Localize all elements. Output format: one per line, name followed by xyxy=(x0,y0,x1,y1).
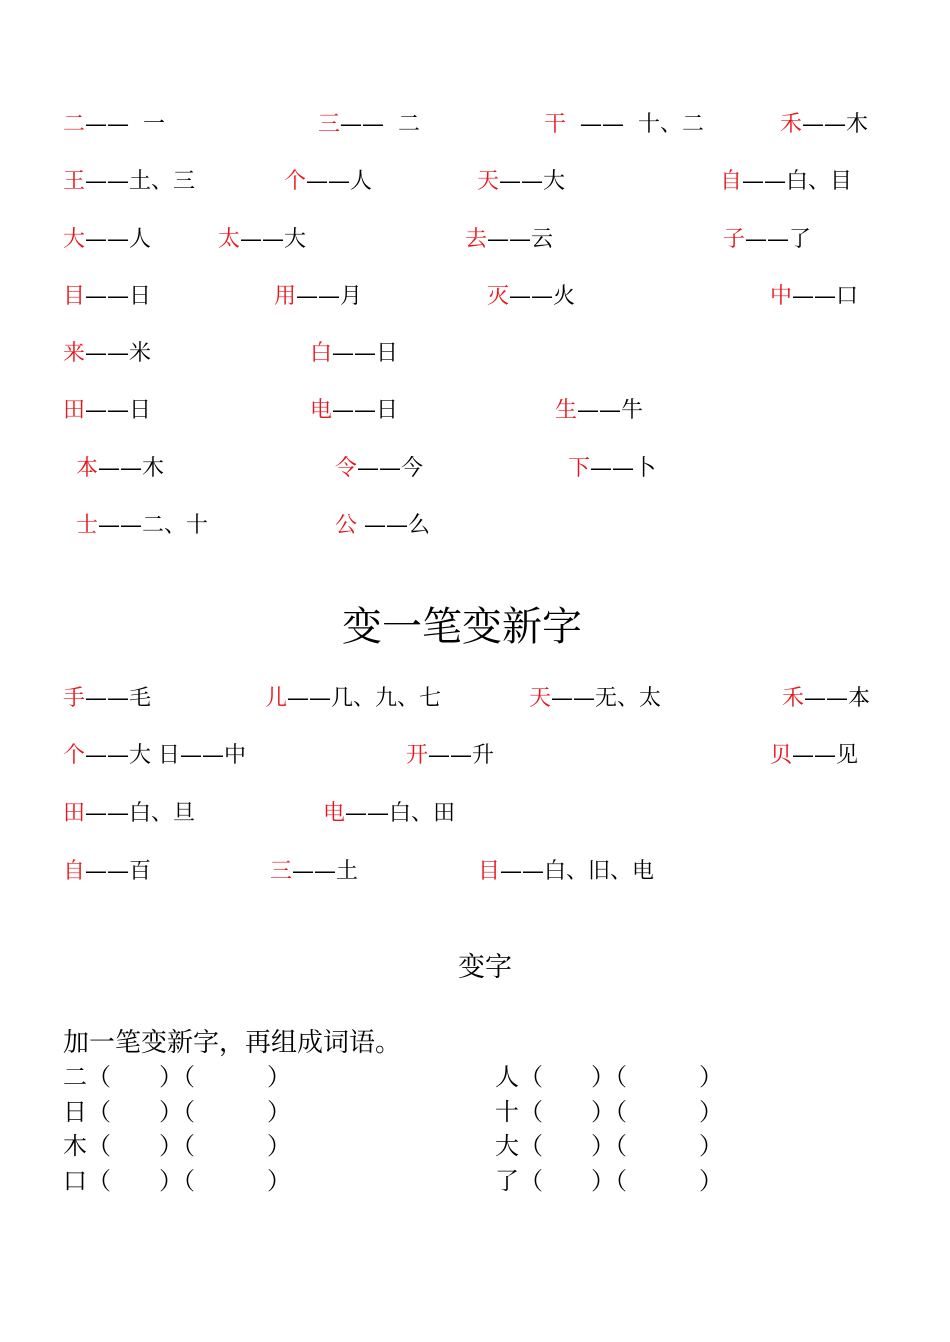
char-pair xyxy=(63,857,151,887)
derived-chars: ——大 日——中 xyxy=(85,743,247,768)
derived-chars: ——无、太 xyxy=(551,686,662,711)
source-char: 禾 xyxy=(780,112,803,137)
derived-chars: ——了 xyxy=(745,227,812,252)
source-char: 自 xyxy=(720,169,743,194)
derived-chars: ——土 xyxy=(292,859,359,884)
derived-chars: ——几、九、七 xyxy=(287,686,442,711)
exercise-line: 口（ ）（ ） xyxy=(63,1167,291,1195)
source-char: 生 xyxy=(555,398,578,423)
source-char: 禾 xyxy=(782,686,805,711)
derived-chars: ——米 xyxy=(85,341,152,366)
source-char: 开 xyxy=(406,743,429,768)
derived-chars: ——土、三 xyxy=(85,169,196,194)
char-pair xyxy=(723,225,811,255)
char-pair xyxy=(529,684,661,714)
source-char: 目 xyxy=(478,859,501,884)
char-pair xyxy=(63,110,165,140)
exercise-line: 了（ ）（ ） xyxy=(495,1167,723,1195)
char-pair xyxy=(265,684,441,714)
char-pair xyxy=(770,741,858,771)
derived-chars: ——日 xyxy=(85,284,152,309)
derived-chars: ——白、旦 xyxy=(85,801,196,826)
source-char: 贝 xyxy=(770,743,793,768)
char-pair xyxy=(780,110,868,140)
derived-chars: ——人 xyxy=(85,227,152,252)
derived-chars: —— 一 xyxy=(85,112,166,137)
section-title: 变一笔变新字 xyxy=(342,604,582,650)
instruction-text: 加一笔变新字，再组成词语。 xyxy=(63,1028,402,1058)
derived-chars: ——木 xyxy=(98,456,165,481)
source-char: 田 xyxy=(63,398,86,423)
char-pair xyxy=(323,799,455,829)
char-pair xyxy=(63,225,151,255)
source-char: 士 xyxy=(76,513,99,538)
char-pair xyxy=(63,167,195,197)
char-pair xyxy=(487,282,575,312)
char-pair xyxy=(63,282,151,312)
source-char: 去 xyxy=(465,227,488,252)
char-pair xyxy=(465,225,553,255)
exercise-line: 二（ ）（ ） xyxy=(63,1063,291,1091)
char-pair xyxy=(310,396,398,426)
source-char: 大 xyxy=(63,227,86,252)
source-char: 来 xyxy=(63,341,86,366)
derived-chars: ——日 xyxy=(332,341,399,366)
source-char: 三 xyxy=(318,112,341,137)
derived-chars: —— 十、二 xyxy=(566,112,704,137)
source-char: 自 xyxy=(63,859,86,884)
derived-chars: ——牛 xyxy=(577,398,644,423)
derived-chars: ——火 xyxy=(509,284,576,309)
derived-chars: ——口 xyxy=(792,284,859,309)
char-pair xyxy=(63,396,151,426)
derived-chars: ——白、目 xyxy=(742,169,853,194)
exercise-line: 日（ ）（ ） xyxy=(63,1098,291,1126)
char-pair xyxy=(270,857,358,887)
derived-chars: ——白、旧、电 xyxy=(500,859,655,884)
char-pair xyxy=(274,282,362,312)
derived-chars: ——日 xyxy=(332,398,399,423)
char-pair xyxy=(770,282,858,312)
char-pair xyxy=(720,167,852,197)
source-char: 灭 xyxy=(487,284,510,309)
source-char: 下 xyxy=(568,456,591,481)
source-char: 电 xyxy=(310,398,333,423)
char-pair xyxy=(63,339,151,369)
source-char: 中 xyxy=(770,284,793,309)
source-char: 公 xyxy=(335,513,358,538)
derived-chars: ——本 xyxy=(804,686,871,711)
source-char: 儿 xyxy=(265,686,288,711)
char-pair xyxy=(76,454,164,484)
char-pair xyxy=(318,110,420,140)
source-char: 个 xyxy=(284,169,307,194)
source-char: 干 xyxy=(544,112,567,137)
derived-chars: ——见 xyxy=(792,743,859,768)
derived-chars: ——木 xyxy=(802,112,869,137)
derived-chars: ——日 xyxy=(85,398,152,423)
char-pair xyxy=(544,110,704,140)
source-char: 用 xyxy=(274,284,297,309)
source-char: 田 xyxy=(63,801,86,826)
source-char: 二 xyxy=(63,112,86,137)
derived-chars: ——今 xyxy=(357,456,424,481)
char-pair xyxy=(335,511,430,541)
char-pair xyxy=(478,857,654,887)
derived-chars: ——卜 xyxy=(590,456,657,481)
char-pair xyxy=(555,396,643,426)
derived-chars: ——月 xyxy=(296,284,363,309)
char-pair xyxy=(568,454,656,484)
char-pair xyxy=(284,167,372,197)
source-char: 个 xyxy=(63,743,86,768)
derived-chars: ——云 xyxy=(487,227,554,252)
section-subtitle: 变字 xyxy=(458,952,512,983)
source-char: 目 xyxy=(63,284,86,309)
source-char: 电 xyxy=(323,801,346,826)
derived-chars: ——升 xyxy=(428,743,495,768)
char-pair xyxy=(63,684,151,714)
source-char: 天 xyxy=(477,169,500,194)
source-char: 天 xyxy=(529,686,552,711)
source-char: 手 xyxy=(63,686,86,711)
source-char: 王 xyxy=(63,169,86,194)
derived-chars: ——百 xyxy=(85,859,152,884)
derived-chars: ——大 xyxy=(240,227,307,252)
derived-chars: ——白、田 xyxy=(345,801,456,826)
source-char: 令 xyxy=(335,456,358,481)
source-char: 子 xyxy=(723,227,746,252)
char-pair xyxy=(335,454,423,484)
source-char: 白 xyxy=(310,341,333,366)
derived-chars: ——么 xyxy=(357,513,431,538)
exercise-line: 十（ ）（ ） xyxy=(495,1098,723,1126)
char-pair xyxy=(218,225,306,255)
derived-chars: ——大 xyxy=(499,169,566,194)
exercise-line: 人（ ）（ ） xyxy=(495,1063,723,1091)
exercise-line: 木（ ）（ ） xyxy=(63,1132,291,1160)
char-pair xyxy=(63,741,246,771)
char-pair xyxy=(477,167,565,197)
exercise-line: 大（ ）（ ） xyxy=(495,1132,723,1160)
char-pair xyxy=(63,799,195,829)
char-pair xyxy=(406,741,494,771)
derived-chars: ——人 xyxy=(306,169,373,194)
char-pair xyxy=(310,339,398,369)
derived-chars: —— 二 xyxy=(340,112,421,137)
char-pair xyxy=(76,511,208,541)
source-char: 三 xyxy=(270,859,293,884)
char-pair xyxy=(782,684,870,714)
derived-chars: ——毛 xyxy=(85,686,152,711)
source-char: 太 xyxy=(218,227,241,252)
derived-chars: ——二、十 xyxy=(98,513,209,538)
source-char: 本 xyxy=(76,456,99,481)
